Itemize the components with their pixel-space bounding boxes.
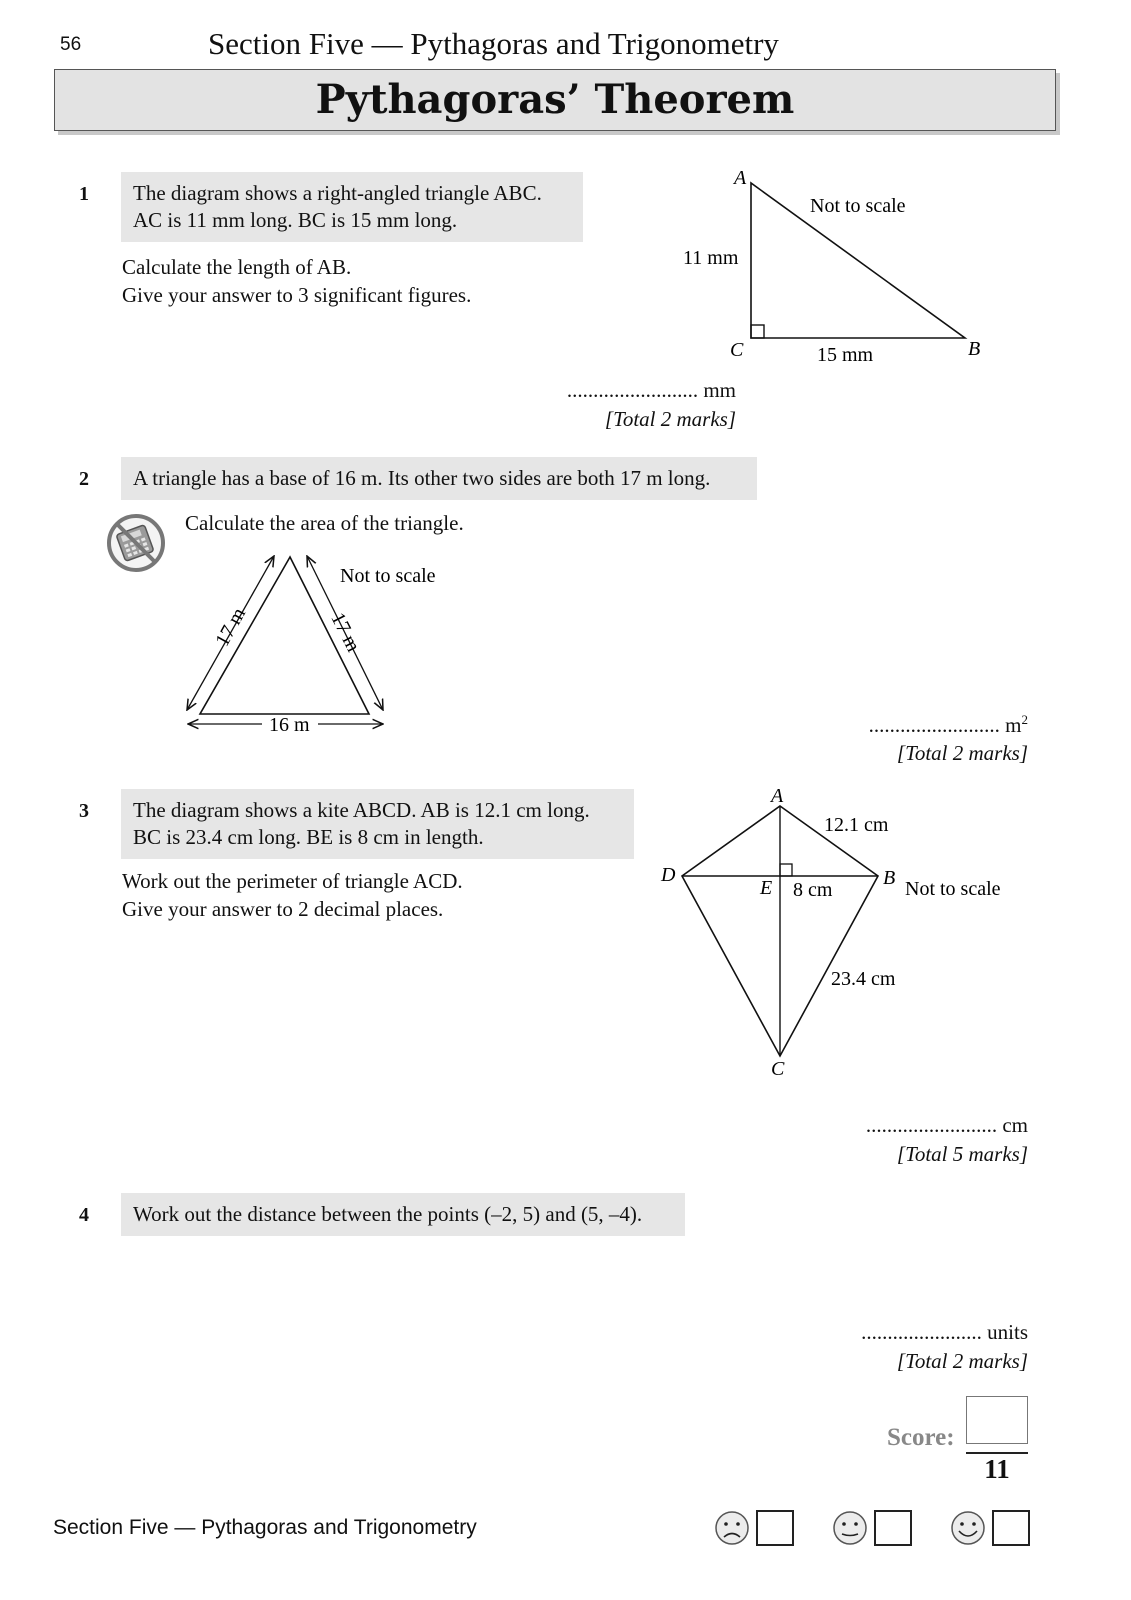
vertex-label-d: D (661, 864, 676, 886)
right-angle-mark (751, 325, 764, 338)
right-angle-mark (780, 864, 792, 876)
question-task (122, 253, 471, 309)
right-triangle-diagram (660, 160, 1000, 380)
page-number: 56 (60, 34, 82, 55)
question-task (185, 509, 464, 537)
question-task (122, 867, 463, 923)
intro-line: BC is 23.4 cm long. BE is 8 cm in length. (133, 825, 484, 849)
vertex-label-a: A (771, 785, 784, 807)
answer-dots-unit: ......................... m (868, 713, 1022, 737)
answer-line[interactable]: ....................... units (861, 1320, 1028, 1344)
marks-label: [Total 2 marks] (896, 1349, 1028, 1373)
vertex-label-b: B (883, 867, 896, 889)
intro-line: The diagram shows a right-angled triangle ABC. (133, 181, 542, 205)
happy-face-icon (950, 1510, 986, 1546)
side-label-bc: 15 mm (817, 344, 874, 366)
task-line: Give your answer to 2 decimal places. (122, 897, 444, 921)
answer-line[interactable]: ......................... mm (566, 378, 736, 402)
self-assessment-box[interactable] (756, 1510, 794, 1546)
task-line: Calculate the area of the triangle. (185, 511, 464, 535)
marks-label: [Total 2 marks] (604, 407, 736, 431)
answer-line[interactable] (780, 712, 1028, 738)
page-title: Pythagoras’ Theorem (315, 76, 795, 123)
question-number: 2 (79, 468, 89, 490)
vertex-label-a: A (734, 167, 747, 189)
marks-label: [Total 2 marks] (896, 741, 1028, 765)
marks-label: [Total 5 marks] (896, 1142, 1028, 1166)
sad-face-icon (714, 1510, 750, 1546)
intro-line: A triangle has a base of 16 m. Its other two sides are both 17 m long. (133, 466, 711, 490)
side-label-bc: 23.4 cm (831, 968, 896, 990)
section-title: Section Five — Pythagoras and Trigonometry (208, 26, 779, 61)
vertex-label-e: E (760, 877, 773, 899)
question-intro (121, 789, 634, 859)
question-intro (121, 172, 583, 242)
vertex-label-b: B (968, 338, 981, 360)
question-number: 1 (79, 183, 89, 205)
kite-diagram (650, 780, 1030, 1090)
task-line: Calculate the length of AB. (122, 255, 352, 279)
side-label-ac: 11 mm (683, 247, 739, 269)
isosceles-triangle-diagram (170, 540, 470, 750)
side-label-base: 16 m (269, 714, 310, 736)
not-to-scale-note: Not to scale (905, 878, 1001, 900)
footer-section-title: Section Five — Pythagoras and Trigonometry (53, 1516, 477, 1539)
self-assessment-box[interactable] (992, 1510, 1030, 1546)
side-label-ab: 12.1 cm (824, 814, 889, 836)
task-line: Give your answer to 3 significant figures. (122, 283, 472, 307)
not-to-scale-note: Not to scale (340, 565, 436, 587)
intro-line: AC is 11 mm long. BC is 15 mm long. (133, 208, 458, 232)
intro-line: The diagram shows a kite ABCD. AB is 12.1 cm long. (133, 798, 590, 822)
unit-superscript: 2 (1021, 712, 1028, 727)
question-number: 4 (79, 1204, 89, 1226)
question-number: 3 (79, 800, 89, 822)
score-box[interactable] (966, 1396, 1028, 1444)
question-intro (121, 1193, 685, 1236)
answer-line[interactable]: ......................... cm (865, 1113, 1028, 1137)
no-calculator-icon (104, 512, 168, 574)
side-label-be: 8 cm (793, 879, 833, 901)
vertex-label-c: C (730, 339, 744, 361)
vertex-label-c: C (771, 1058, 785, 1080)
intro-line: Work out the distance between the points (–2, 5) and (5, –4). (133, 1202, 643, 1226)
score-label: Score: (887, 1424, 955, 1451)
self-assessment-box[interactable] (874, 1510, 912, 1546)
score-total: 11 (984, 1454, 1010, 1484)
not-to-scale-note: Not to scale (810, 195, 906, 217)
question-intro (121, 457, 757, 500)
neutral-face-icon (832, 1510, 868, 1546)
side-label-right: 17 m (326, 609, 365, 656)
task-line: Work out the perimeter of triangle ACD. (122, 869, 463, 893)
title-banner (54, 69, 1056, 131)
side-label-left: 17 m (211, 604, 251, 651)
